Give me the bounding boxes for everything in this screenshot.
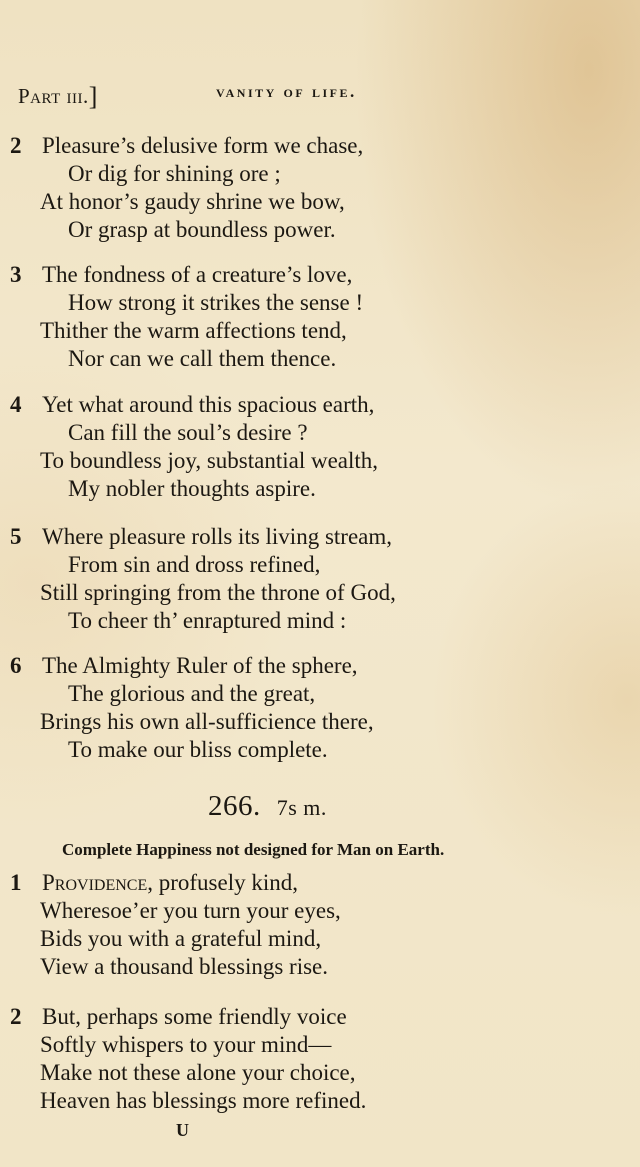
- verse-line: How strong it strikes the sense !: [68, 290, 364, 315]
- verse-line: Can fill the soul’s desire ?: [68, 420, 308, 445]
- verse-line: Thither the warm affections tend,: [40, 318, 347, 343]
- running-title: vanity of life.: [216, 82, 357, 101]
- verse-line: Softly whispers to your mind—: [40, 1032, 332, 1057]
- stanza-number: 6: [10, 653, 22, 678]
- stanza: [0, 869, 640, 981]
- verse-line: To cheer th’ enraptured mind :: [68, 608, 347, 633]
- hymn-subtitle: Complete Happiness not designed for Man on Earth.: [62, 840, 445, 859]
- first-word: Providence: [42, 870, 148, 895]
- verse-line: From sin and dross refined,: [68, 552, 321, 577]
- stanza: [0, 1003, 640, 1115]
- verse-line: To boundless joy, substantial wealth,: [40, 448, 379, 473]
- stanza: [0, 523, 640, 635]
- verse-line: Providence, profusely kind,: [42, 870, 298, 895]
- verse-line: View a thousand blessings rise.: [40, 954, 328, 979]
- stanza: [0, 652, 640, 764]
- verse-line: Wheresoe’er you turn your eyes,: [40, 898, 341, 923]
- verse-line: Yet what around this spacious earth,: [42, 392, 375, 417]
- stanza-number: 3: [10, 262, 22, 287]
- part-label: Part iii.]: [18, 82, 98, 111]
- verse-line: Brings his own all-sufficience there,: [40, 709, 374, 734]
- verse-line: Or dig for shining ore ;: [68, 161, 281, 186]
- verse-line: Make not these alone your choice,: [40, 1060, 356, 1085]
- verse-line: Nor can we call them thence.: [68, 346, 337, 371]
- stanza-number: 4: [10, 392, 22, 417]
- stanza: [0, 132, 640, 244]
- verse-line: Heaven has blessings more refined.: [40, 1088, 367, 1113]
- stanza: [0, 391, 640, 503]
- stanza: [0, 261, 640, 373]
- stanza-number: 2: [10, 133, 22, 158]
- verse-line: The glorious and the great,: [68, 681, 316, 706]
- hymn-heading: [208, 790, 327, 823]
- verse-line: The fondness of a creature’s love,: [42, 262, 353, 287]
- hymn-meter: 7s m.: [276, 795, 327, 820]
- verse-line: Bids you with a grateful mind,: [40, 926, 322, 951]
- verse-line: Still springing from the throne of God,: [40, 580, 396, 605]
- stanza-number: 5: [10, 524, 22, 549]
- verse-line: The Almighty Ruler of the sphere,: [42, 653, 358, 678]
- verse-line: But, perhaps some friendly voice: [42, 1004, 347, 1029]
- hymn-number: 266.: [208, 790, 261, 822]
- stanza-number: 1: [10, 870, 22, 895]
- page-header: [18, 80, 618, 110]
- verse-line: Pleasure’s delusive form we chase,: [42, 133, 364, 158]
- verse-line: Where pleasure rolls its living stream,: [42, 524, 393, 549]
- verse-line: At honor’s gaudy shrine we bow,: [40, 189, 345, 214]
- verse-line: My nobler thoughts aspire.: [68, 476, 316, 501]
- verse-line: Or grasp at boundless power.: [68, 217, 336, 242]
- stanza-number: 2: [10, 1004, 22, 1029]
- signature-mark: U: [176, 1120, 189, 1140]
- verse-line: To make our bliss complete.: [68, 737, 328, 762]
